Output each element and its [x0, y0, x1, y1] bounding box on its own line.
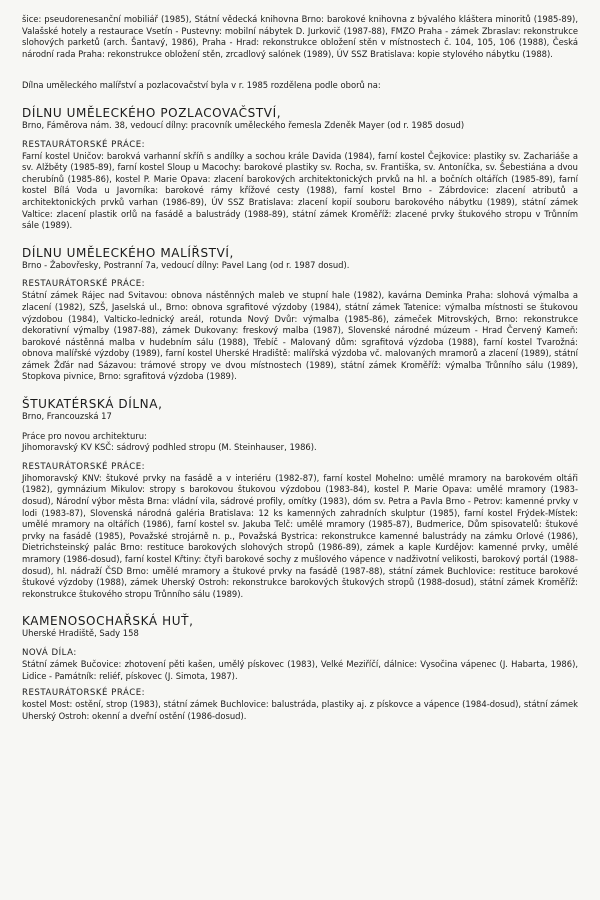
- works-text: Státní zámek Rájec nad Svitavou: obnova nástěnných maleb ve stupní hale (1982), kavárna Deminka Praha: slohová výmalba a zlacení (1982), SZŠ, Jaselská ul., Brno: obnova sgrafitové výzdoby (1984), státní zámek Tatenice: výmalba místnosti se štukovou výzdobou (1984), Valticko-lednický areál, rotunda Nový Dvůr: výmalba (1985-86), zámeček Mitrovských, Brno: rekonstrukce dekorativní výmalby (1987-88), zámek Dukovany: freskový malba (1987), Slovenské národné múzeum - Hrad Červený Kameň: barokové nástěnná malba v hudebním sálu (1988), Třebíč - Malovaný dům: sgrafitová výzdoba (1988), farní kostel Tvarožná: obnova malířské výzdoby (1989), farní kostel Uherské Hradiště: malířská výzdoba vč. malovaných mramorů a zlacení (1989), státní zámek Žďár nad Sázavou: trámové stropy ve dvou místnostech (1989), státní zámek Kroměříž: výmalba Trůnního sálu (1989), Stopkova pivnice, Brno: sgrafitová výzdoba (1989).: [22, 290, 578, 382]
- section-title: ŠTUKATÉRSKÁ DÍLNA,: [22, 397, 163, 412]
- division-note: Dílna uměleckého malířství a pozlacovačství byla v r. 1985 rozdělena podle oborů na:: [22, 80, 381, 91]
- works-text: Farní kostel Uničov: barokvá varhanní skříň s andílky a sochou krále Davida (1984), farní kostel Čejkovice: plastiky sv. Zachariáše a sv. Alžběty (1985-89), farní kostel Sloup u Macochy: barokové plastiky sv. Rocha, sv. Františka, sv. Antoníčka, sv. Šebestiána a dvou cherubínů (1985-86), kostel P. Marie Opava: zlacení barokových architektonických prvků na hl. a bočních oltářích (1985-89), farní kostel Bílá Voda u Javorníka: barokové rámy křížové cesty (1988), farní kostel Brno - Zábrdovice: zlacení atributů a architektonických prvků varhan (1986-89), ÚV SSZ Bratislava: zlacení kopií souboru barokového nábytku (1989), státní zámek Valtice: zlacení plastik orlů na fasádě a balustrády (1988-89), státní zámek Kroměříž: zlacené prvky štukového stropu v Trůnním sále (1989).: [22, 150, 578, 231]
- section-pozlacovacstvi: [22, 106, 578, 232]
- new-architecture-note: Práce pro novou architekturu: Jihomoravský KV KSČ: sádrový podhled stropu (M. Steinhauser, 1986).: [22, 430, 317, 453]
- section-title: DÍLNU UMĚLECKÉHO MALÍŘSTVÍ,: [22, 245, 234, 260]
- intro-paragraph: šice: pseudorenesanční mobiliář (1985), Státní vědecká knihovna Brno: barokové knihovna z bývalého kláštera minoritů (1985-89), Valašské hotely a restaurace Vsetín - Pustevny: mobilní nábytek D. Jurkovič (1987-88), FMZO Praha - zámek Zbraslav: rekonstrukce slohových parketů (arch. Šantavý, 1986), Praha - Hrad: rekonstrukce obložení stěn v místnostech č. 104, 105, 106 (1988), Česká národní rada Praha: rekonstrukce obložení stěn, zrcadlový salónek (1989), ÚV SSZ Bratislava: kopie stylového nábytku (1988).: [22, 14, 578, 59]
- section-malirstvi: [22, 246, 578, 383]
- works-heading: RESTAURÁTORSKÉ PRÁCE:: [22, 279, 146, 290]
- section-address: Brno - Žabovřesky, Postranní 7a, vedoucí dílny: Pavel Lang (od r. 1987 dosud).: [22, 259, 350, 270]
- new-works-heading: NOVÁ DÍLA:: [22, 647, 77, 658]
- works-text: Jihomoravský KNV: štukové prvky na fasádě a v interiéru (1982-87), farní kostel Mohelno: umělé mramory na barokovém oltáři (1982), gymnázium Mikulov: stropy s barokovou štukovou výzdobou (1983-84), kostel P. Marie Opava: umělé mramory (1983-dosud), Národní výbor města Brna: vládní vila, sádrové profily, omítky (1983), dóm sv. Petra a Pavla Brno - Petrov: kamenné prvky v lodi (1983-87), Slovenská národná galéria Bratislava: 12 ks kamenných zahradních skulptur (1985), farní kostel Frýdek-Místek: umělé mramory na oltářích (1986), farní kostel sv. Jakuba Telč: umělé mramory (1985-87), Budmerice, Dům spisovatelů: štukové prvky na fasádě (1985), Považské strojárně n. p., Považská Bystrica: rekonstrukce kamenné balustrády na zámku Orlové (1986), Dietrichsteinský palác Brno: restituce barokových slohových stropů (1986-89), zámek a kaple Kurdějov: kamenné prvky, umělé mramory (1986-dosud), farní kostel Křtiny: čtyři barokové sochy z mušlového vápence v nadživotní velikosti, barokový portál (1988-dosud), hl. nádraží ČSD Brno: umělé mramory a štukové prvky na fasádě (1987-88), státní zámek Buchlovice: restituce barokové štukové výzdoby (1988), zámek Uherský Ostroh: rekonstrukce barokových štukových stropů (1988-dosud), státní zámek Kroměříž: rekonstrukce štukového stropu Trůnního sálu (1989).: [22, 472, 578, 599]
- section-address: Uherské Hradiště, Sady 158: [22, 628, 139, 639]
- works-heading: RESTAURÁTORSKÉ PRÁCE:: [22, 688, 146, 699]
- section-kamenosocharska: [22, 614, 578, 722]
- works-heading: RESTAURÁTORSKÉ PRÁCE:: [22, 461, 146, 472]
- works-heading: RESTAURÁTORSKÉ PRÁCE:: [22, 139, 146, 150]
- new-works-text: Státní zámek Bučovice: zhotovení pěti kašen, umělý pískovec (1983), Velké Meziříčí, dálnice: Vysočina vápenec (J. Habarta, 1986), Lidice - Památník: reliéf, pískovec (J. Simota, 1987).: [22, 658, 578, 681]
- section-title: KAMENOSOCHAŘSKÁ HUŤ,: [22, 614, 194, 629]
- works-text: kostel Most: ostění, strop (1983), státní zámek Buchlovice: balustráda, plastiky aj. z pískovce a vápence (1984-dosud), státní zámek Uherský Ostroh: okenní a dveřní ostění (1986-dosud).: [22, 699, 578, 721]
- section-address: Brno, Francouzská 17: [22, 411, 112, 422]
- section-address: Brno, Fáměrova nám. 38, vedoucí dílny: pracovník uměleckého řemesla Zdeněk Mayer (od r. 1985 dosud): [22, 119, 465, 130]
- section-stukaterska: [22, 397, 578, 600]
- section-title: DÍLNU UMĚLECKÉHO POZLACOVAČSTVÍ,: [22, 105, 282, 120]
